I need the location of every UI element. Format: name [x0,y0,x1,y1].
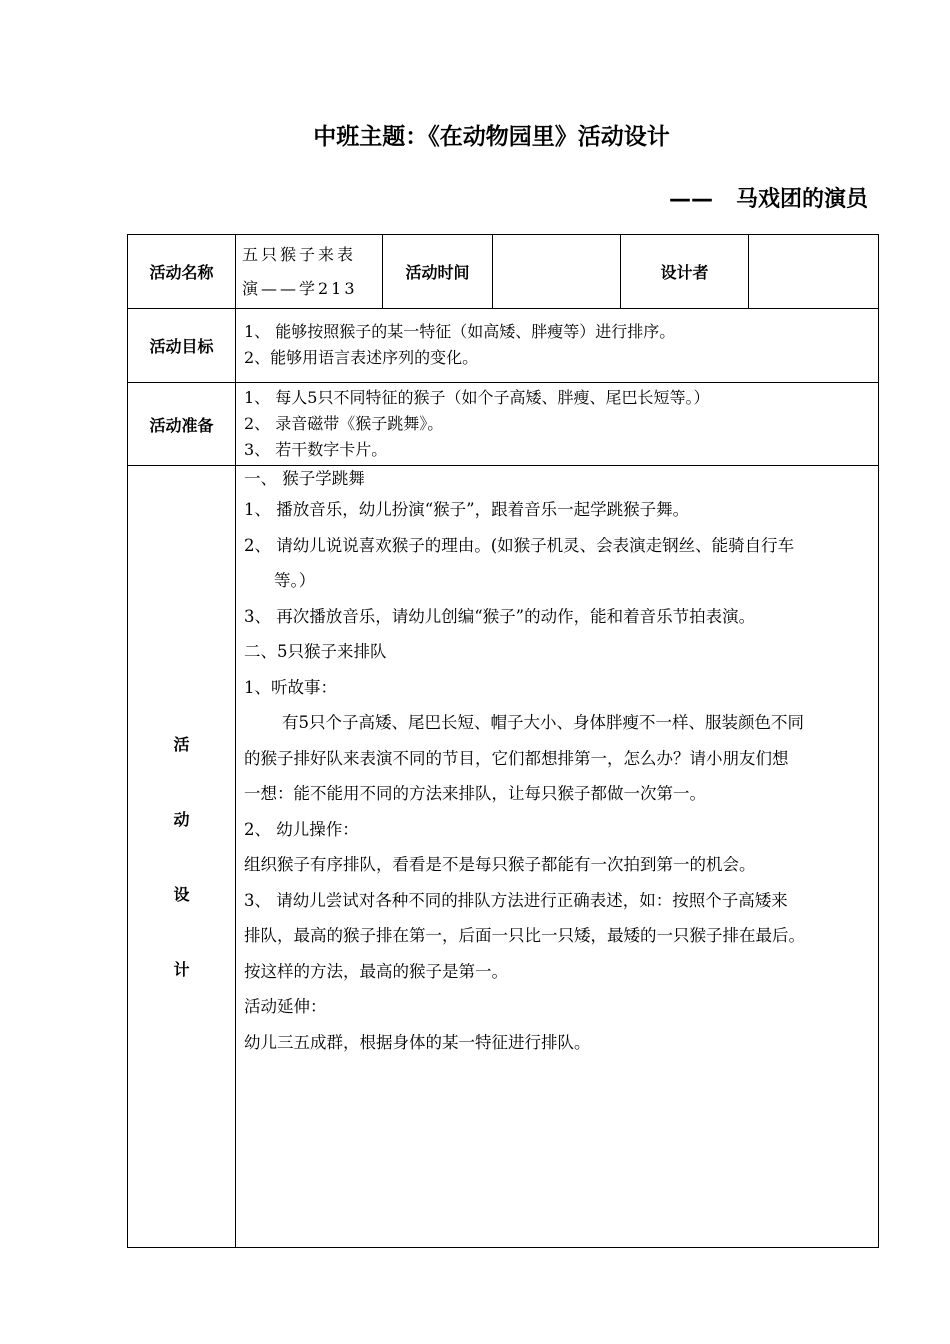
design-label-char: 设 [173,884,190,904]
activity-design-label [128,466,236,1248]
design-line: 的猴子排好队来表演不同的节目，它们都想排第一，怎么办？请小朋友们想 [244,748,789,768]
design-line: 组织猴子有序排队，看看是不是每只猴子都能有一次拍到第一的机会。 [244,855,756,874]
design-line: 活动延伸： [244,997,327,1016]
activity-goals-content [236,309,879,383]
design-line: 1、听故事： [244,677,337,697]
prep-item: 1、 每人5只不同特征的猴子（如个子高矮、胖瘦、尾巴长短等。） [244,388,710,407]
activity-name-line-2: 演——学213 [242,278,358,298]
design-line: 2、 幼儿操作： [244,819,359,839]
design-line: 一、 猴子学跳舞 [244,469,365,488]
activity-prep-label: 活动准备 [128,383,236,466]
designer-label: 设计者 [621,235,749,309]
document-subtitle: —— 马戏团的演员 [669,187,868,212]
design-line: 二、5只猴子来排队 [244,642,387,661]
prep-item: 2、 录音磁带《猴子跳舞》。 [244,414,444,433]
goal-item: 1、 能够按照猴子的某一特征（如高矮、胖瘦等）进行排序。 [244,322,676,341]
prep-item: 3、 若干数字卡片。 [244,440,388,459]
activity-name-value [236,235,383,309]
goal-item: 2、能够用语言表述序列的变化。 [244,348,479,367]
row-activity-design [128,466,879,1248]
row-activity-goals [128,309,879,383]
activity-time-value [493,235,621,309]
design-line: 排队，最高的猴子排在第一，后面一只比一只矮，最矮的一只猴子排在最后。 [244,926,805,945]
activity-goals-label: 活动目标 [128,309,236,383]
designer-value [749,235,879,309]
design-line: 2、 请幼儿说说喜欢猴子的理由。(如猴子机灵、会表演走钢丝、能骑自行车 [244,535,795,555]
design-line: 等。） [274,571,316,590]
design-label-char: 活 [173,734,190,754]
activity-plan-table [127,234,879,1248]
activity-time-label: 活动时间 [383,235,493,309]
design-label-char: 计 [173,959,190,979]
design-line: 3、 再次播放音乐，请幼儿创编“猴子”的动作，能和着音乐节拍表演。 [244,606,756,626]
design-line: 3、 请幼儿尝试对各种不同的排队方法进行正确表述，如：按照个子高矮来 [244,890,788,910]
design-line: 有5只个子高矮、尾巴长短、帽子大小、身体胖瘦不一样、服装颜色不同 [282,713,804,732]
design-line: 幼儿三五成群，根据身体的某一特征进行排队。 [244,1032,591,1052]
activity-name-line-1: 五只猴子来表 [242,244,357,264]
row-activity-prep [128,383,879,466]
row-activity-name [128,235,879,309]
design-label-char: 动 [173,809,190,829]
design-line: 一想：能不能用不同的方法来排队，让每只猴子都做一次第一。 [244,784,706,803]
design-line: 按这样的方法，最高的猴子是第一。 [244,961,508,981]
activity-name-label: 活动名称 [128,235,236,309]
activity-design-content [236,466,879,1248]
design-line: 1、 播放音乐，幼儿扮演“猴子”，跟着音乐一起学跳猴子舞。 [244,500,690,519]
activity-prep-content [236,383,879,466]
document-title: 中班主题：《在动物园里》活动设计 [313,124,670,150]
